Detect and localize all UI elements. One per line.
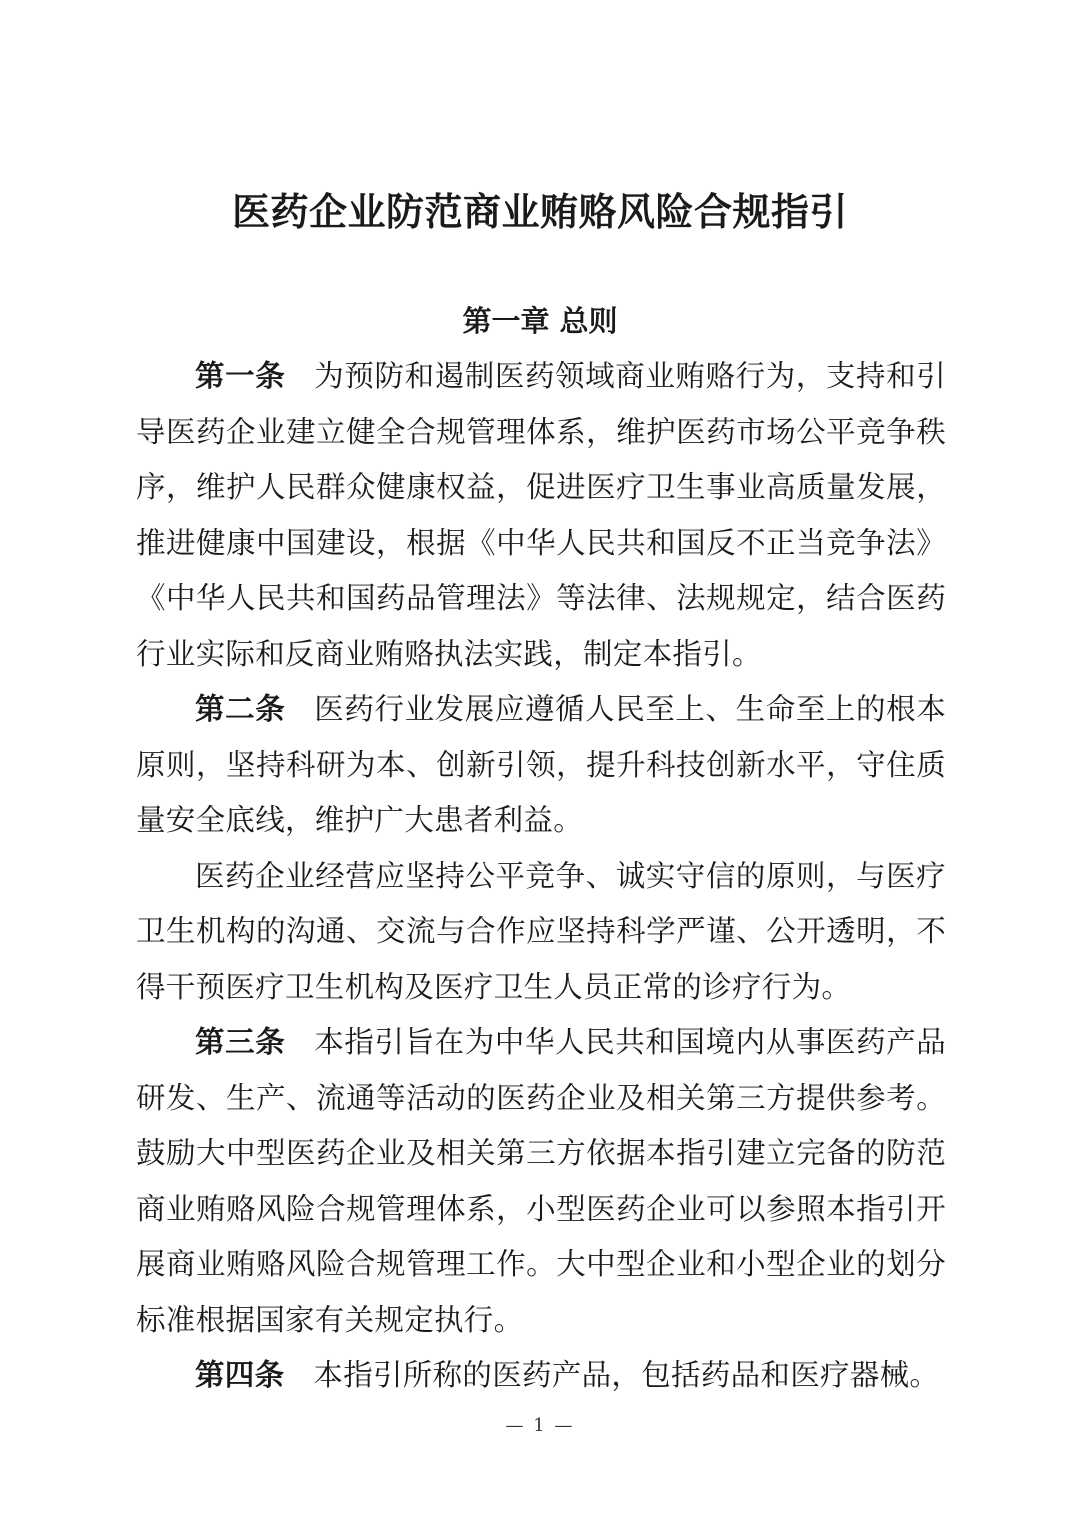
article-text: 医药企业经营应坚持公平竞争、诚实守信的原则，与医疗卫生机构的沟通、交流与合作应坚持科学严谨、公开透明，不得干预医疗卫生机构及医疗卫生人员正常的诊疗行为。 (136, 858, 946, 1004)
article-4-paragraph (136, 1348, 946, 1404)
article-text: 为预防和遏制医药领域商业贿赂行为，支持和引导医药企业建立健全合规管理体系，维护医药市场公平竞争秩序，维护人民群众健康权益，促进医疗卫生事业高质量发展，推进健康中国建设，根据《中华人民共和国反不正当竞争法》《中华人民共和国药品管理法》等法律、法规规定，结合医药行业实际和反商业贿赂执法实践，制定本指引。 (136, 359, 946, 671)
article-2-continuation-paragraph (136, 849, 946, 1016)
article-number: 第四条 (195, 1358, 285, 1392)
article-number: 第三条 (195, 1025, 286, 1059)
document-body (136, 349, 946, 1404)
article-number: 第二条 (195, 692, 286, 726)
chapter-heading: 第一章 总则 (462, 304, 618, 338)
article-2-paragraph (136, 682, 946, 849)
article-text: 医药行业发展应遵循人民至上、生命至上的根本原则，坚持科研为本、创新引领，提升科技创新水平，守住质量安全底线，维护广大患者利益。 (136, 692, 946, 837)
article-1-paragraph (136, 349, 946, 682)
document-title: 医药企业防范商业贿赂风险合规指引 (231, 189, 848, 234)
article-number: 第一条 (195, 359, 286, 393)
article-text: 本指引所称的医药产品，包括药品和医疗器械。 (313, 1358, 940, 1392)
article-3-paragraph (136, 1015, 946, 1348)
article-text: 本指引旨在为中华人民共和国境内从事医药产品研发、生产、流通等活动的医药企业及相关第三方提供参考。鼓励大中型医药企业及相关第三方依据本指引建立完备的防范商业贿赂风险合规管理体系，小型医药企业可以参照本指引开展商业贿赂风险合规管理工作。大中型企业和小型企业的划分标准根据国家有关规定执行。 (136, 1025, 946, 1337)
page-number: — 1 — (505, 1415, 575, 1436)
